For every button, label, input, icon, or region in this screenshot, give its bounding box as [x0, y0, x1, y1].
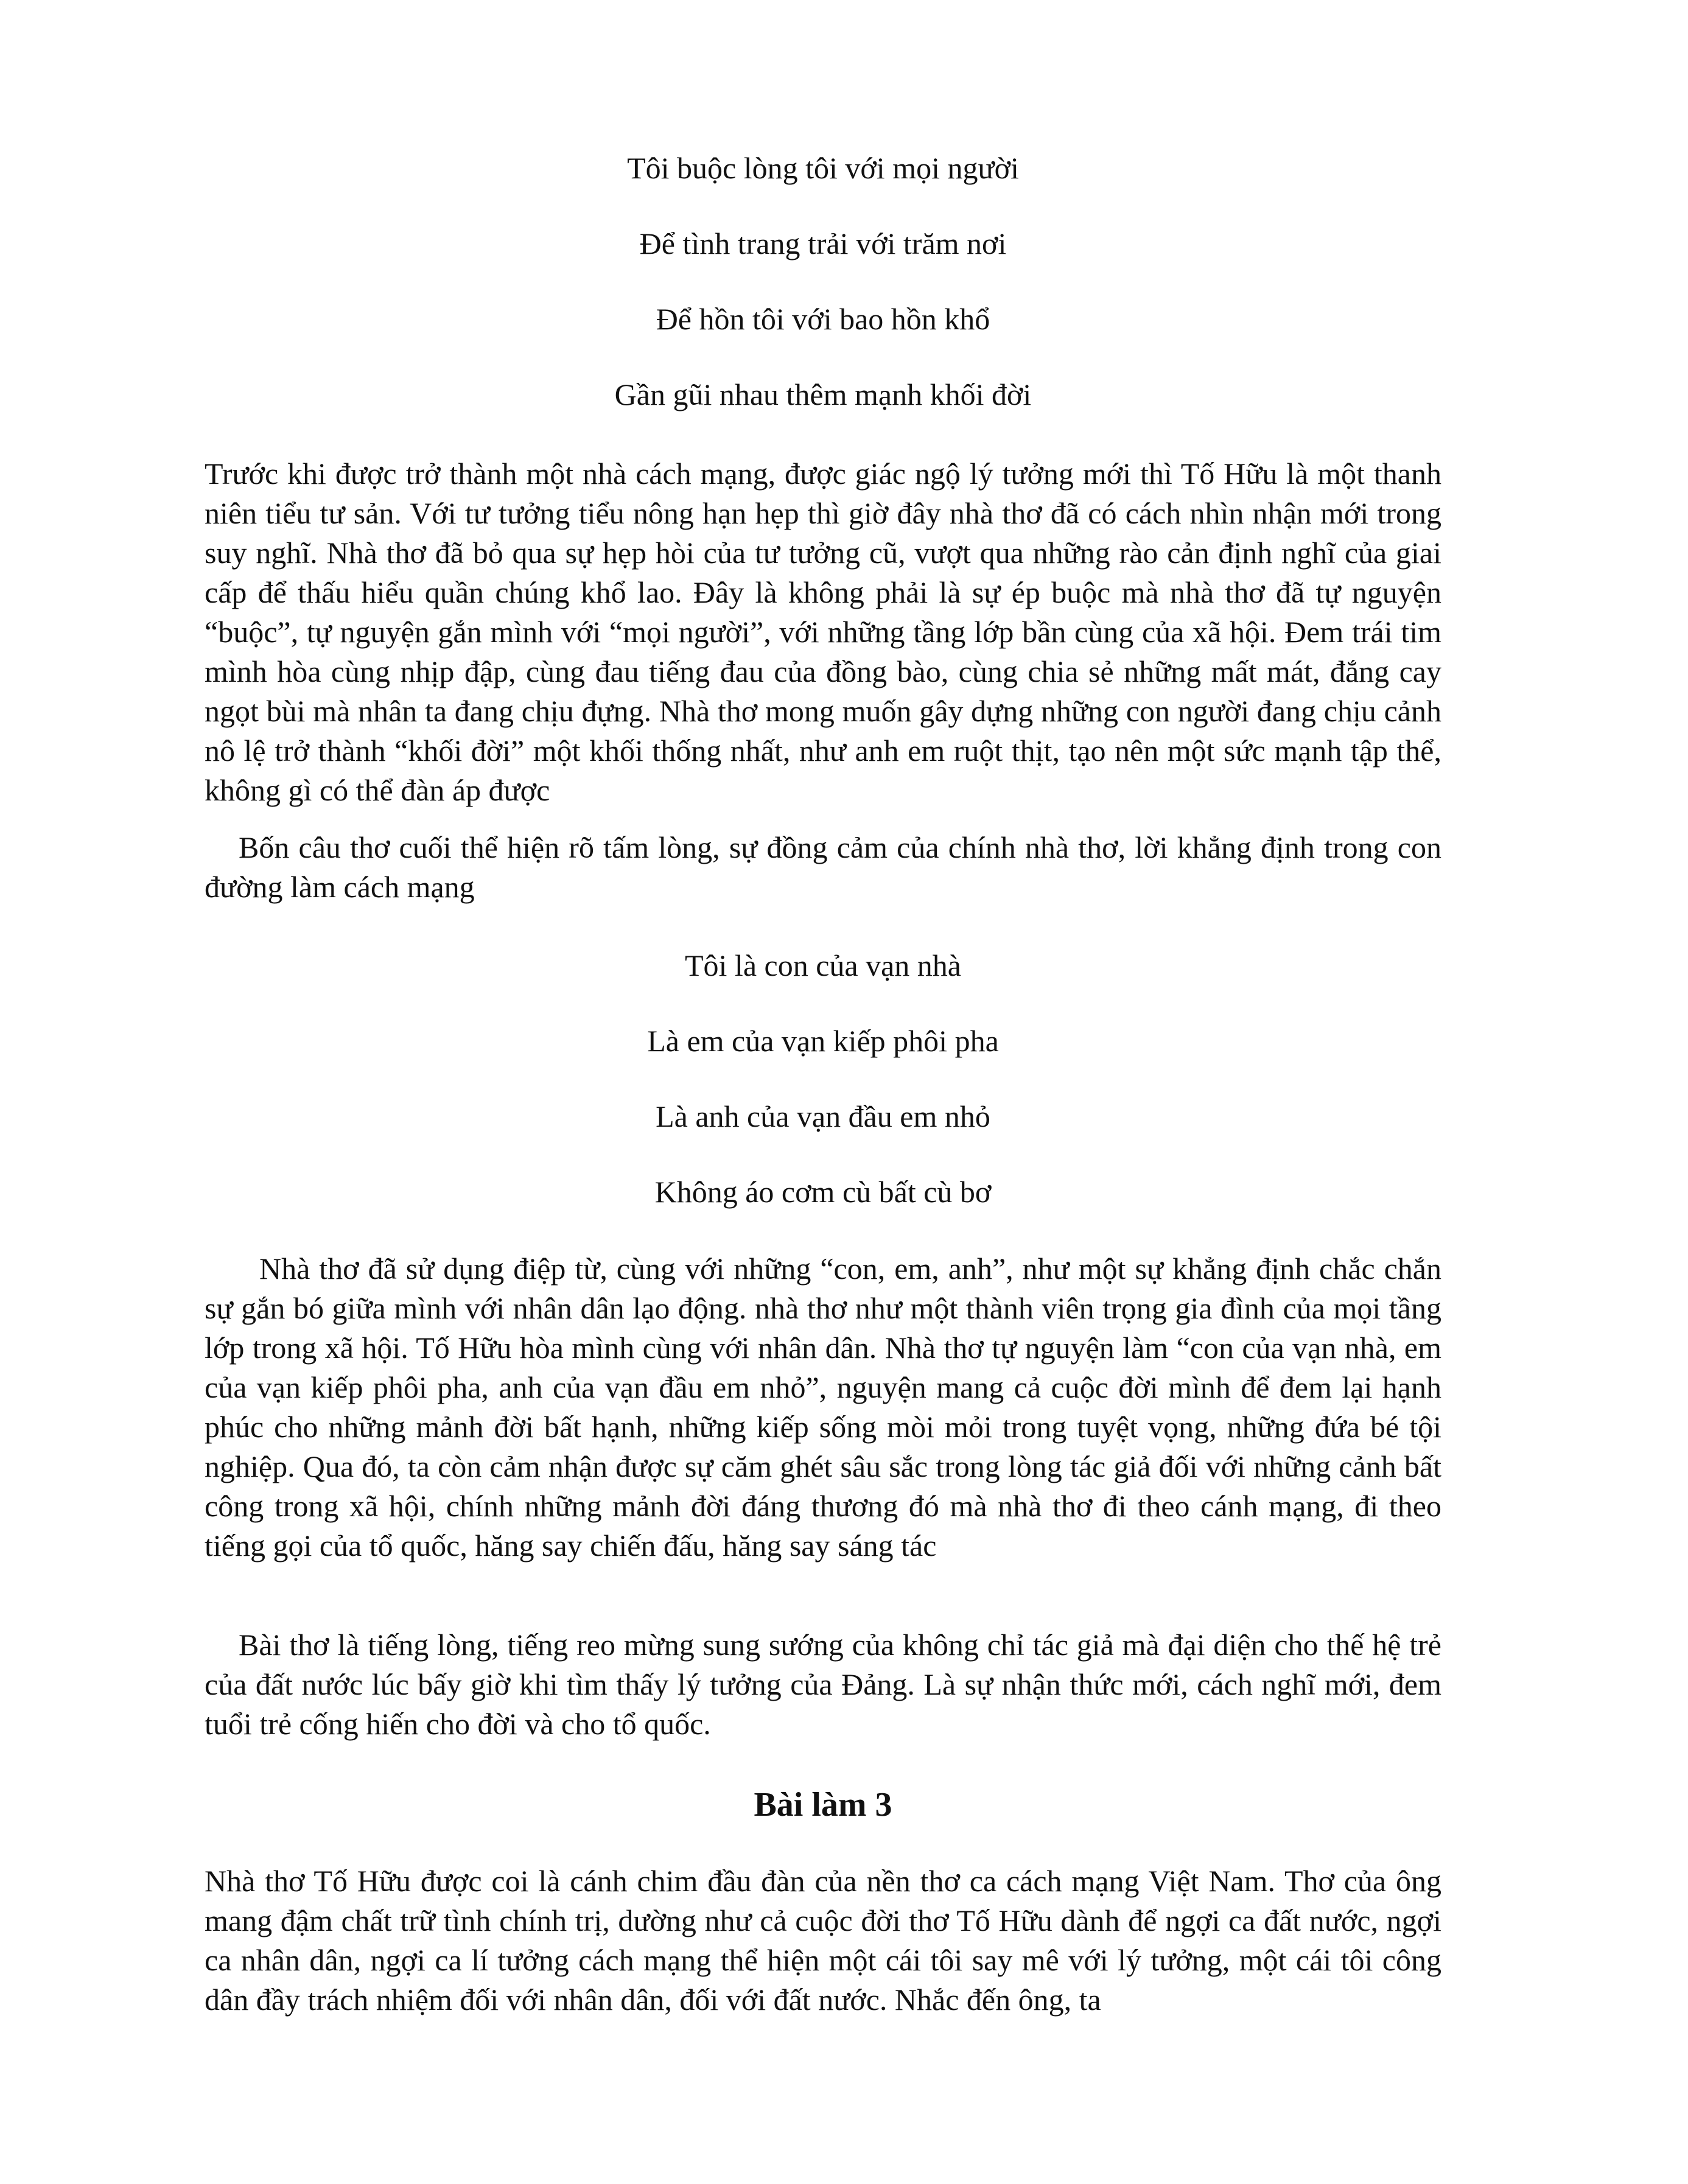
verse-line: Là em của vạn kiếp phôi pha — [647, 1024, 999, 1058]
verse-line: Tôi buộc lòng tôi với mọi người — [627, 151, 1019, 185]
paragraph: Bốn câu thơ cuối thể hiện rõ tấm lòng, sự đồng cảm của chính nhà thơ, lời khẳng định trong con đường làm cách mạng — [205, 830, 1441, 904]
paragraph: Trước khi được trở thành một nhà cách mạng, được giác ngộ lý tưởng mới thì Tố Hữu là một thanh niên tiểu tư sản. Với tư tưởng tiểu nông hạn hẹp thì giờ đây nhà thơ đã có cách nhìn nhận mới trong suy nghĩ. Nhà thơ đã bỏ qua sự hẹp hòi của tư tưởng cũ, vượt qua những rào cản định nghĩ của giai cấp để thấu hiểu quần chúng khổ lao. Đây là không phải là sự ép buộc mà nhà thơ đã tự nguyện “buộc”, tự nguyện gắn mình với “mọi người”, với những tầng lớp bần cùng của xã hội. Đem trái tim mình hòa cùng nhịp đập, cùng đau tiếng đau của đồng bào, cùng chia sẻ những mất mát, đắng cay ngọt bùi mà nhân ta đang chịu đựng. Nhà thơ mong muốn gây dựng những con người đang chịu cảnh nô lệ trở thành “khối đời” một khối thống nhất, như anh em ruột thịt, tạo nên một sức mạnh tập thể, không gì có thể đàn áp được — [205, 457, 1441, 807]
verse-line: Để tình trang trải với trăm nơi — [639, 226, 1007, 261]
verse-line: Tôi là con của vạn nhà — [685, 948, 961, 982]
verse-line: Để hồn tôi với bao hồn khổ — [656, 302, 990, 336]
paragraph: Nhà thơ Tố Hữu được coi là cánh chim đầu đàn của nền thơ ca cách mạng Việt Nam. Thơ của ông mang đậm chất trữ tình chính trị, dường như cả cuộc đời thơ Tố Hữu dành để ngợi ca đất nước, ngợi ca nhân dân, ngợi ca lí tưởng cách mạng thể hiện một cái tôi say mê với lý tưởng, một cái tôi công dân đầy trách nhiệm đối với nhân dân, đối với đất nước. Nhắc đến ông, ta — [205, 1864, 1441, 2017]
verse-line: Gần gũi nhau thêm mạnh khối đời — [614, 377, 1032, 411]
verse-line: Là anh của vạn đầu em nhỏ — [656, 1099, 990, 1133]
paragraph: Bài thơ là tiếng lòng, tiếng reo mừng sung sướng của không chỉ tác giả mà đại diện cho thế hệ trẻ của đất nước lúc bấy giờ khi tìm thấy lý tưởng của Đảng. Là sự nhận thức mới, cách nghĩ mới, đem tuổi trẻ cống hiến cho đời và cho tổ quốc. — [205, 1628, 1441, 1741]
verse-line: Không áo cơm cù bất cù bơ — [654, 1175, 992, 1209]
section-heading: Bài làm 3 — [754, 1786, 892, 1824]
paragraph: Nhà thơ đã sử dụng điệp từ, cùng với những “con, em, anh”, như một sự khẳng định chắc chắn sự gắn bó giữa mình với nhân dân lạo động. nhà thơ như một thành viên trọng gia đình của mọi tầng lớp trong xã hội. Tố Hữu hòa mình cùng với nhân dân. Nhà thơ tự nguyện làm “con của vạn nhà, em của vạn kiếp phôi pha, anh của vạn đầu em nhỏ”, nguyện mang cả cuộc đời mình để đem lại hạnh phúc cho những mảnh đời bất hạnh, những kiếp sống mòi mỏi trong tuyệt vọng, những đứa bé tội nghiệp. Qua đó, ta còn cảm nhận được sự căm ghét sâu sắc trong lòng tác giả đối với những cảnh bất công trong xã hội, chính những mảnh đời đáng thương đó mà nhà thơ đi theo cánh mạng, đi theo tiếng gọi của tổ quốc, hăng say chiến đấu, hăng say sáng tác — [205, 1251, 1441, 1563]
